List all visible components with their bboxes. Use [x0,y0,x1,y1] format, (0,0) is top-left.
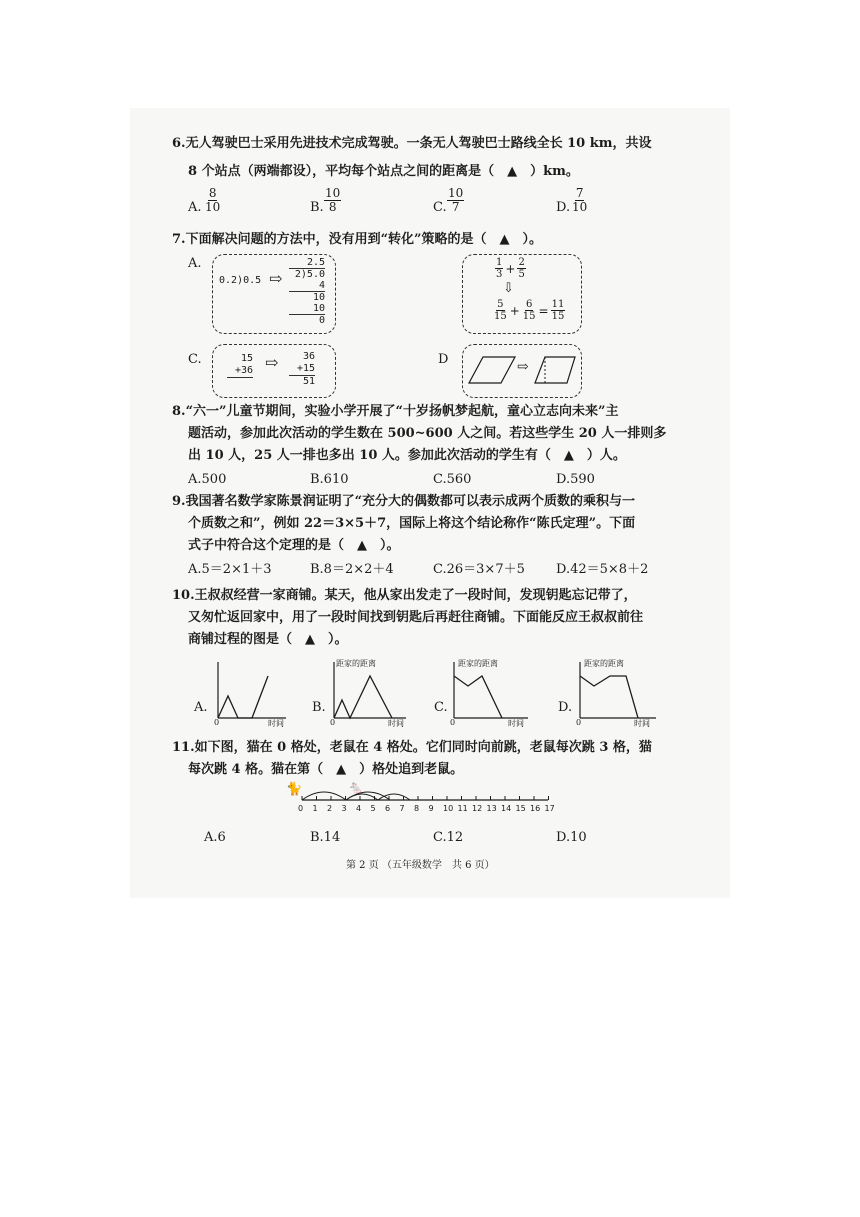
q6-option-b-fraction: $\frac{10}{8}$ [325,186,341,214]
q10-graph-b-label: B. [312,700,326,715]
q10-graph-d [556,656,660,728]
number-line-label: 0 [298,804,304,813]
q9-line2: 个质数之和”，例如 22＝3×5＋7，国际上将这个结论称作“陈氏定理”。下面 [188,516,636,531]
q11-line1: 11.如下图，猫在 0 格处，老鼠在 4 格处。它们同时向前跳，老鼠每次跳 3 格，猫 [172,740,652,755]
number-line-label: 9 [428,804,434,813]
q6-option-d-fraction: $\frac{7}{10}$ [572,186,588,214]
q8-option-d: D.590 [556,472,595,487]
number-line-label: 10 [443,804,454,813]
q10-graph-c-x-label: 时间 [508,719,524,728]
q6-option-d-label: D. [556,200,571,215]
cat-icon: 🐈 [286,782,303,797]
number-line-label: 2 [327,804,333,813]
q7-option-b-box [462,254,582,334]
q10-graph-a-origin: 0 [214,718,220,727]
number-line-label: 14 [501,804,512,813]
q7-c-right-addition: 36 +15 51 [289,351,315,388]
q7-option-d-label: D [438,352,449,367]
q7-a-division: 0.2)0.5 [219,275,262,286]
q10-graph-b-origin: 0 [330,718,336,727]
q11-option-a: A.6 [204,830,226,845]
q6-option-a-fraction: $\frac{8}{10}$ [205,186,221,214]
q8-line1: 8.“六一”儿童节期间，实验小学开展了“十岁扬帆梦起航，童心立志向未来”主 [172,404,619,419]
q11-option-c: C.12 [433,830,464,845]
number-line-label: 15 [515,804,526,813]
q8-option-c: C.560 [433,472,472,487]
number-line-label: 17 [544,804,555,813]
mouse-jump-arc [346,794,378,800]
rectangle-shape [535,357,575,383]
number-line-label: 3 [341,804,347,813]
q7-b-converted-sum: $\frac{5}{15}$ + $\frac{6}{15}$ = $\frac{11}{15}$ [494,299,565,322]
q10-graph-d-label: D. [558,700,573,715]
q8-option-a: A.500 [188,472,227,487]
q6-line1: 6.无人驾驶巴士采用先进技术完成驾驶。一条无人驾驶巴士路线全长 10 km，共设 [172,136,652,151]
q10-graph-a-x-label: 时间 [268,719,284,728]
page-footer: 第 2 页 （五年级数学 共 6 页） [346,860,495,871]
q10-graph-a [190,656,290,728]
q9-option-b: B.8＝2×2＋4 [310,562,394,577]
q10-graph-d-x-label: 时间 [634,719,650,728]
q9-line3: 式子中符合这个定理的是（ ▲ ）。 [188,538,400,553]
q6-line2: 8 个站点（两端都设），平均每个站点之间的距离是（ ▲ ）km。 [188,164,579,179]
q10-line2: 又匆忙返回家中，用了一段时间找到钥匙后再赶往商铺。下面能反应王叔叔前往 [188,610,644,625]
number-line-label: 12 [472,804,483,813]
q10-graph-c-origin: 0 [450,718,456,727]
q7-option-c-box [212,344,336,398]
q10-graph-c-y-label: 距家的距离 [458,659,498,668]
parallelogram-shape [469,357,515,383]
q11-line2: 每次跳 4 格。猫在第（ ▲ ）格处追到老鼠。 [188,762,464,777]
q7-a-arrow-icon: ⇨ [269,269,283,288]
q10-graph-c [434,656,534,728]
number-line-label: 5 [370,804,376,813]
number-line-label: 4 [356,804,362,813]
q11-option-b: B.14 [310,830,341,845]
q10-graph-b-y-label: 距家的距离 [336,659,376,668]
q6-option-c-fraction: $\frac{10}{7}$ [448,186,464,214]
q10-graph-c-label: C. [434,700,448,715]
q10-graph-a-label: A. [194,700,208,715]
q7-option-c-label: C. [188,352,202,367]
mouse-icon: 🐁 [348,780,363,794]
q11-number-line [286,780,556,820]
number-line-label: 6 [385,804,391,813]
q7-option-a-box [212,254,336,334]
q6-option-a-label: A. [188,200,202,215]
cat-jump-arc [302,792,346,800]
q7-a-long-division: 2.5 2)5.0 4 10 10 0 [289,257,325,326]
q7-option-d-box [462,344,582,398]
q8-line2: 题活动，参加此次活动的学生数在 500~600 人之间。若这些学生 20 人一排则多 [188,426,667,441]
q10-graph-b [312,656,412,728]
q7-c-left-addition: 15 +36 [227,353,253,378]
q9-option-a: A.5＝2×1＋3 [188,562,272,577]
q10-graph-d-y-label: 距家的距离 [584,659,624,668]
q10-graph-b-x-label: 时间 [388,719,404,728]
q7-b-original-sum: $\frac{1}{3}$ + $\frac{2}{5}$ [496,257,525,280]
q7-b-arrow-icon: ⇩ [503,281,514,296]
q6-option-b-label: B. [310,200,324,215]
q7-d-arrow-icon: ⇨ [517,359,529,375]
q9-option-c: C.26＝3×7＋5 [433,562,525,577]
q8-line3: 出 10 人，25 人一排也多出 10 人。参加此次活动的学生有（ ▲ ）人。 [188,448,626,463]
number-line-label: 8 [414,804,420,813]
q9-line1: 9.我国著名数学家陈景润证明了“充分大的偶数都可以表示成两个质数的乘积与一 [172,494,636,509]
q7-option-a-label: A. [188,256,202,271]
number-line-label: 13 [486,804,497,813]
mouse-jump-arc [378,794,410,800]
q7-stem: 7.下面解决问题的方法中，没有用到“转化”策略的是（ ▲ ）。 [172,232,543,247]
number-line-label: 11 [457,804,468,813]
number-line-label: 16 [530,804,541,813]
q6-option-c-label: C. [433,200,447,215]
number-line-label: 1 [312,804,318,813]
number-line-label: 7 [399,804,405,813]
q10-graph-d-origin: 0 [576,718,582,727]
q10-line1: 10.王叔叔经营一家商铺。某天，他从家出发走了一段时间，发现钥匙忘记带了， [172,588,637,603]
q11-option-d: D.10 [556,830,587,845]
q7-c-arrow-icon: ⇨ [265,353,279,372]
q8-option-b: B.610 [310,472,349,487]
q10-line3: 商铺过程的图是（ ▲ ）。 [188,632,348,647]
q9-option-d: D.42＝5×8＋2 [556,562,649,577]
